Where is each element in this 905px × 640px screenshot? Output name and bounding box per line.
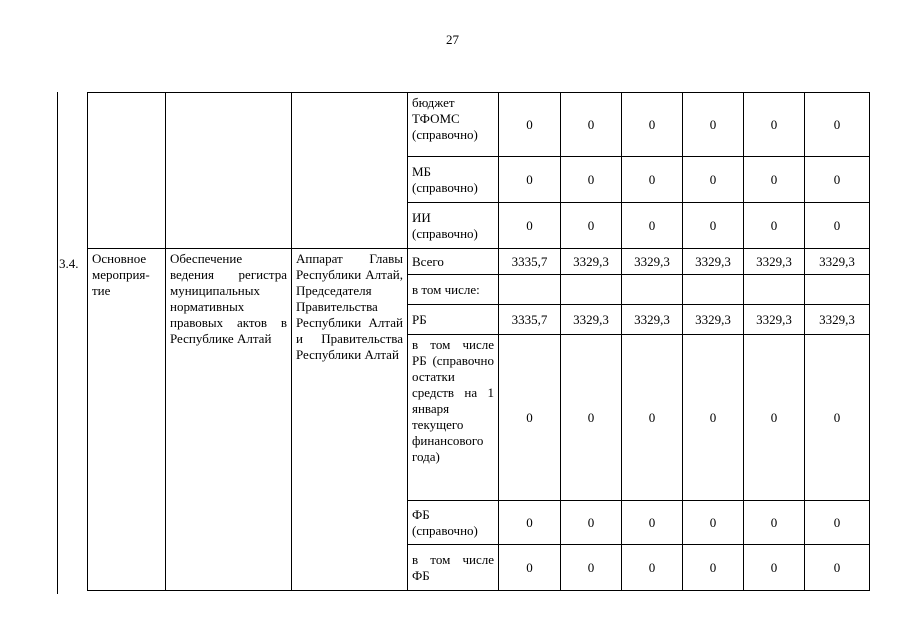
value-cell: 0 <box>805 545 870 591</box>
source-cell: в том числе ФБ <box>408 545 499 591</box>
event-type-cell: Основное мероприя-тие <box>88 249 166 591</box>
value-cell: 0 <box>683 545 744 591</box>
value-cell: 0 <box>805 501 870 545</box>
row-code: 3.4. <box>59 256 79 271</box>
value-cell: 3329,3 <box>622 249 683 275</box>
value-cell <box>622 275 683 305</box>
source-cell: ФБ (справочно) <box>408 501 499 545</box>
executor-cell: Аппарат Главы Республики Алтай, Председателя Правительства Республики Алтай и Правительства Республики Алтай <box>292 249 408 591</box>
source-cell: МБ (справочно) <box>408 157 499 203</box>
value-cell: 0 <box>561 545 622 591</box>
value-cell: 3329,3 <box>744 305 805 335</box>
source-cell: в том числе РБ (справочно остатки средств на 1 января текущего финансового года) <box>408 335 499 501</box>
value-cell: 0 <box>622 93 683 157</box>
value-cell: 0 <box>744 335 805 501</box>
value-cell: 0 <box>805 93 870 157</box>
budget-table <box>87 92 870 591</box>
value-cell: 3329,3 <box>744 249 805 275</box>
value-cell <box>683 275 744 305</box>
table-row <box>88 249 870 275</box>
value-cell <box>805 275 870 305</box>
value-cell: 3335,7 <box>499 249 561 275</box>
value-cell <box>499 275 561 305</box>
value-cell: 0 <box>744 203 805 249</box>
value-cell: 0 <box>499 157 561 203</box>
value-cell: 3329,3 <box>805 305 870 335</box>
value-cell: 0 <box>561 157 622 203</box>
value-cell: 0 <box>622 501 683 545</box>
name-cell-empty <box>166 93 292 249</box>
value-cell: 0 <box>744 157 805 203</box>
event-name-cell: Обеспечение ведения регистра муниципальных нормативных правовых актов в Республике Алтай <box>166 249 292 591</box>
value-cell: 0 <box>744 545 805 591</box>
value-cell: 0 <box>561 203 622 249</box>
value-cell: 0 <box>561 501 622 545</box>
value-cell: 0 <box>805 335 870 501</box>
value-cell: 0 <box>805 203 870 249</box>
value-cell: 0 <box>499 93 561 157</box>
executor-cell-empty <box>292 93 408 249</box>
value-cell: 3329,3 <box>805 249 870 275</box>
source-cell: бюджет ТФОМС (справочно) <box>408 93 499 157</box>
value-cell: 3329,3 <box>683 249 744 275</box>
value-cell: 0 <box>805 157 870 203</box>
source-cell: РБ <box>408 305 499 335</box>
value-cell: 0 <box>683 501 744 545</box>
value-cell: 3329,3 <box>683 305 744 335</box>
page-number: 27 <box>446 32 459 47</box>
left-border-rule <box>57 92 58 594</box>
value-cell: 0 <box>622 157 683 203</box>
source-cell: Всего <box>408 249 499 275</box>
value-cell <box>744 275 805 305</box>
value-cell: 0 <box>561 93 622 157</box>
value-cell: 0 <box>744 501 805 545</box>
value-cell: 0 <box>561 335 622 501</box>
value-cell: 3329,3 <box>561 305 622 335</box>
value-cell: 0 <box>683 203 744 249</box>
value-cell: 3335,7 <box>499 305 561 335</box>
value-cell: 0 <box>499 501 561 545</box>
value-cell: 0 <box>499 203 561 249</box>
value-cell: 0 <box>499 545 561 591</box>
value-cell: 0 <box>683 335 744 501</box>
value-cell: 0 <box>622 545 683 591</box>
value-cell: 0 <box>622 203 683 249</box>
value-cell: 3329,3 <box>622 305 683 335</box>
type-cell-empty <box>88 93 166 249</box>
source-cell: ИИ (справочно) <box>408 203 499 249</box>
value-cell: 3329,3 <box>561 249 622 275</box>
source-cell: в том числе: <box>408 275 499 305</box>
value-cell <box>561 275 622 305</box>
table-row <box>88 93 870 157</box>
value-cell: 0 <box>683 157 744 203</box>
value-cell: 0 <box>499 335 561 501</box>
value-cell: 0 <box>683 93 744 157</box>
value-cell: 0 <box>744 93 805 157</box>
value-cell: 0 <box>622 335 683 501</box>
